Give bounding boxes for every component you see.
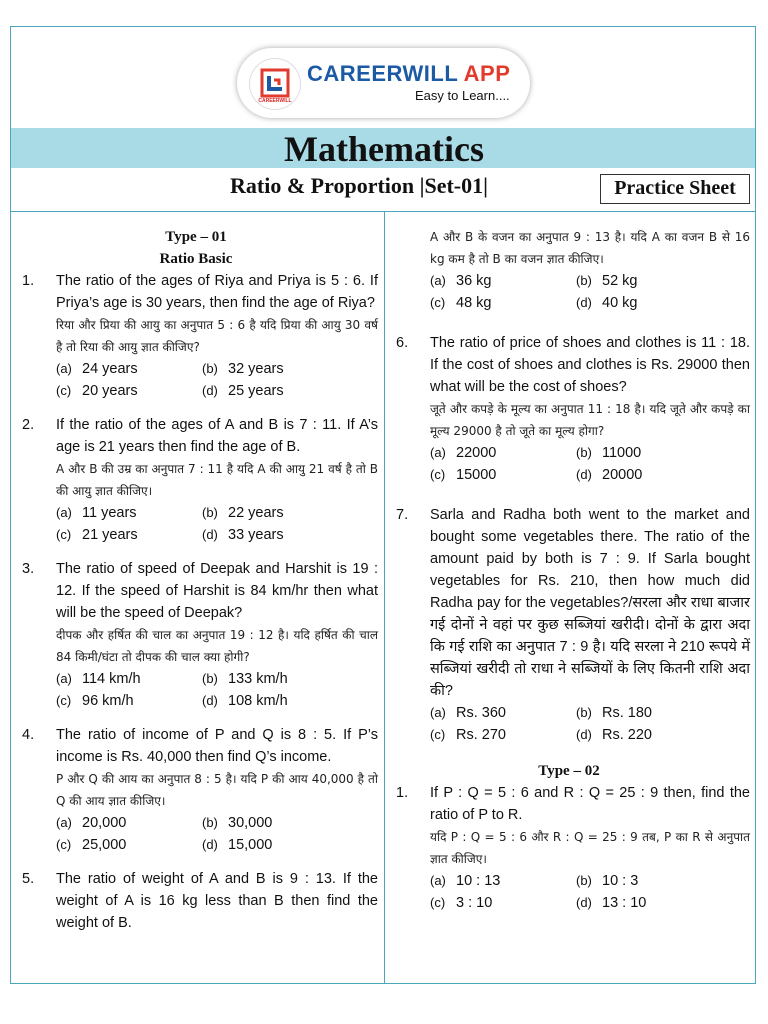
question-number: 4.	[22, 727, 35, 743]
option-text: 96 km/h	[82, 693, 134, 709]
option-text: 15,000	[228, 837, 273, 853]
question-1	[14, 270, 378, 402]
logo-mark-text: CAREERWILL	[258, 98, 292, 104]
option-label: (d)	[202, 837, 218, 852]
question-text-hi: यदि P : Q = 5 : 6 और R : Q = 25 : 9 तब, P का R से अनुपात ज्ञात कीजिए।	[430, 830, 750, 866]
option-b	[576, 270, 736, 292]
question-number: 5.	[22, 871, 35, 887]
option-d	[202, 690, 362, 712]
option-label: (b)	[202, 671, 218, 686]
option-text: 21 years	[82, 527, 138, 543]
option-b	[202, 668, 362, 690]
option-label: (a)	[56, 671, 72, 686]
option-label: (b)	[576, 873, 592, 888]
sub-heading: Ratio Basic	[159, 251, 233, 267]
option-label: (c)	[430, 295, 446, 310]
option-a	[56, 812, 202, 834]
option-text: 52 kg	[602, 273, 638, 289]
option-label: (a)	[430, 273, 446, 288]
option-text: 10 : 13	[456, 873, 501, 889]
option-label: (d)	[202, 527, 218, 542]
question-number: 3.	[22, 561, 35, 577]
option-a	[430, 270, 576, 292]
option-text: 25 years	[228, 383, 284, 399]
type-2-question-1	[388, 782, 750, 914]
option-text: Rs. 360	[456, 705, 506, 721]
question-5	[14, 868, 378, 934]
question-5-continued	[388, 226, 750, 314]
option-b	[202, 358, 362, 380]
option-text: 3 : 10	[456, 895, 493, 911]
question-number: 1.	[396, 785, 409, 801]
brand-part-2: APP	[463, 61, 511, 86]
brand-tagline: Easy to Learn....	[415, 88, 510, 103]
option-label: (b)	[576, 273, 592, 288]
question-number: 6.	[396, 335, 409, 351]
option-text: 25,000	[82, 837, 127, 853]
option-label: (a)	[56, 505, 72, 520]
option-label: (c)	[56, 527, 72, 542]
option-d	[576, 892, 736, 914]
options	[56, 668, 378, 712]
option-text: 20,000	[82, 815, 127, 831]
option-text: 133 km/h	[228, 671, 288, 687]
option-a	[430, 870, 576, 892]
option-label: (c)	[56, 693, 72, 708]
option-d	[576, 292, 736, 314]
option-label: (b)	[576, 445, 592, 460]
question-number: 7.	[396, 507, 409, 523]
option-text: 15000	[456, 467, 497, 483]
careerwill-mark-icon	[260, 68, 290, 98]
option-text: 108 km/h	[228, 693, 288, 709]
option-text: 11000	[602, 445, 642, 461]
option-text: 22 years	[228, 505, 284, 521]
options	[56, 502, 378, 546]
option-label: (a)	[56, 815, 72, 830]
page-title: Mathematics	[284, 129, 484, 169]
options	[430, 870, 750, 914]
logo-badge	[249, 58, 301, 110]
option-text: 36 kg	[456, 273, 492, 289]
column-divider	[384, 211, 385, 983]
options	[56, 812, 378, 856]
option-c	[56, 690, 202, 712]
question-text-hi: P और Q की आय का अनुपात 8 : 5 है। यदि P की आय 40,000 है तो Q की आय ज्ञात कीजिए।	[56, 772, 378, 808]
option-text: 10 : 3	[602, 873, 639, 889]
header-divider	[11, 211, 755, 212]
option-text: 22000	[456, 445, 497, 461]
question-text-en: If the ratio of the ages of A and B is 7 : 11. If A’s age is 21 years then find the age of B.	[56, 417, 378, 455]
options	[430, 702, 750, 746]
option-label: (b)	[202, 505, 218, 520]
option-label: (b)	[576, 705, 592, 720]
option-c	[430, 292, 576, 314]
option-label: (d)	[576, 295, 592, 310]
option-label: (b)	[202, 815, 218, 830]
practice-sheet-badge: Practice Sheet	[600, 174, 750, 204]
options	[430, 270, 750, 314]
option-d	[202, 834, 362, 856]
option-label: (d)	[576, 727, 592, 742]
option-b	[576, 702, 736, 724]
option-label: (d)	[202, 693, 218, 708]
question-text-hi: जूते और कपड़े के मूल्य का अनुपात 11 : 18 है। यदि जूते और कपड़े का मूल्य 29000 है तो जूते का मूल्य होगा?	[430, 402, 750, 438]
page-subtitle: Ratio & Proportion |Set-01|	[230, 173, 488, 198]
question-text-en: Sarla and Radha both went to the market and bought some vegetables there. The ratio of the amount paid by both is 7 : 9. If Sarla bought vegetables for Rs. 210, then how much did Radha pay for the vegetables?/सरला और राधा बाजार गई दोनों ने वहां पर कुछ सब्जियां खरीदी। दोनों के द्वारा अदा कि गई राशि का अनुपात 7 : 9 है। यदि सरला ने 210 रूपये में सब्जियां खरीदी तो राधा ने सब्जियों के लिए कितनी राशि अदा की?	[430, 507, 750, 699]
option-b	[576, 870, 736, 892]
option-label: (d)	[576, 467, 592, 482]
option-label: (a)	[430, 873, 446, 888]
type-heading: Type – 01	[165, 229, 227, 245]
option-text: 24 years	[82, 361, 138, 377]
option-c	[430, 724, 576, 746]
option-text: 30,000	[228, 815, 273, 831]
option-b	[576, 442, 736, 464]
question-text-en: The ratio of the ages of Riya and Priya is 5 : 6. If Priya’s age is 30 years, then find the age of Riya?	[56, 273, 378, 311]
option-c	[56, 834, 202, 856]
option-c	[56, 524, 202, 546]
question-4	[14, 724, 378, 856]
option-text: 11 years	[82, 505, 137, 521]
question-2	[14, 414, 378, 546]
option-label: (c)	[56, 383, 72, 398]
option-label: (c)	[430, 727, 446, 742]
question-text-hi: A और B की उम्र का अनुपात 7 : 11 है यदि A की आयु 21 वर्ष है तो B की आयु ज्ञात कीजिए।	[56, 462, 378, 498]
question-text-hi: रिया और प्रिया की आयु का अनुपात 5 : 6 है यदि प्रिया की आयु 30 वर्ष है तो रिया की आयु ज्ञात कीजिए?	[56, 318, 378, 354]
careerwill-logo	[237, 48, 530, 118]
right-column	[388, 226, 750, 926]
option-a	[430, 702, 576, 724]
question-text-en: The ratio of weight of A and B is 9 : 13. If the weight of A is 16 kg less than B then find the weight of B.	[56, 871, 378, 931]
option-text: Rs. 270	[456, 727, 506, 743]
option-text: Rs. 180	[602, 705, 652, 721]
option-d	[576, 464, 736, 486]
brand-part-1: CAREERWILL	[307, 61, 458, 86]
question-6	[388, 332, 750, 486]
option-label: (d)	[576, 895, 592, 910]
option-text: 20000	[602, 467, 643, 483]
option-label: (c)	[430, 895, 446, 910]
option-c	[430, 892, 576, 914]
option-c	[56, 380, 202, 402]
option-label: (a)	[430, 445, 446, 460]
option-label: (c)	[56, 837, 72, 852]
options	[430, 442, 750, 486]
option-label: (a)	[430, 705, 446, 720]
question-7	[388, 504, 750, 746]
option-text: 32 years	[228, 361, 284, 377]
option-a	[56, 502, 202, 524]
left-column	[14, 226, 378, 946]
question-text-hi: दीपक और हर्षित की चाल का अनुपात 19 : 12 है। यदि हर्षित की चाल 84 किमी/घंटा तो दीपक की चाल क्या होगी?	[56, 628, 378, 664]
question-number: 1.	[22, 273, 35, 289]
question-text-en: If P : Q = 5 : 6 and R : Q = 25 : 9 then, find the ratio of P to R.	[430, 785, 750, 823]
option-text: 33 years	[228, 527, 284, 543]
option-label: (b)	[202, 361, 218, 376]
option-d	[576, 724, 736, 746]
option-d	[202, 380, 362, 402]
option-text: 13 : 10	[602, 895, 647, 911]
option-b	[202, 812, 362, 834]
options	[56, 358, 378, 402]
option-text: 114 km/h	[82, 671, 141, 687]
option-label: (a)	[56, 361, 72, 376]
question-text-en: The ratio of price of shoes and clothes is 11 : 18. If the cost of shoes and clothes is Rs. 29000 then what will be the cost of shoes?	[430, 335, 750, 395]
option-text: Rs. 220	[602, 727, 652, 743]
type-2-heading: Type – 02	[538, 763, 600, 779]
option-a	[56, 358, 202, 380]
option-text: 40 kg	[602, 295, 638, 311]
option-label: (c)	[430, 467, 446, 482]
question-number: 2.	[22, 417, 35, 433]
question-text-hi: A और B के वजन का अनुपात 9 : 13 है। यदि A का वजन B से 16 kg कम है तो B का वजन ज्ञात कीजिए।	[430, 230, 750, 266]
brand-name	[307, 61, 510, 87]
question-text-en: The ratio of income of P and Q is 8 : 5. If P’s income is Rs. 40,000 then find Q’s income.	[56, 727, 378, 765]
option-d	[202, 524, 362, 546]
question-3	[14, 558, 378, 712]
option-a	[56, 668, 202, 690]
option-b	[202, 502, 362, 524]
option-text: 20 years	[82, 383, 138, 399]
option-a	[430, 442, 576, 464]
option-c	[430, 464, 576, 486]
option-text: 48 kg	[456, 295, 492, 311]
question-text-en: The ratio of speed of Deepak and Harshit is 19 : 12. If the speed of Harshit is 84 km/hr then what will be the speed of Deepak?	[56, 561, 378, 621]
option-label: (d)	[202, 383, 218, 398]
